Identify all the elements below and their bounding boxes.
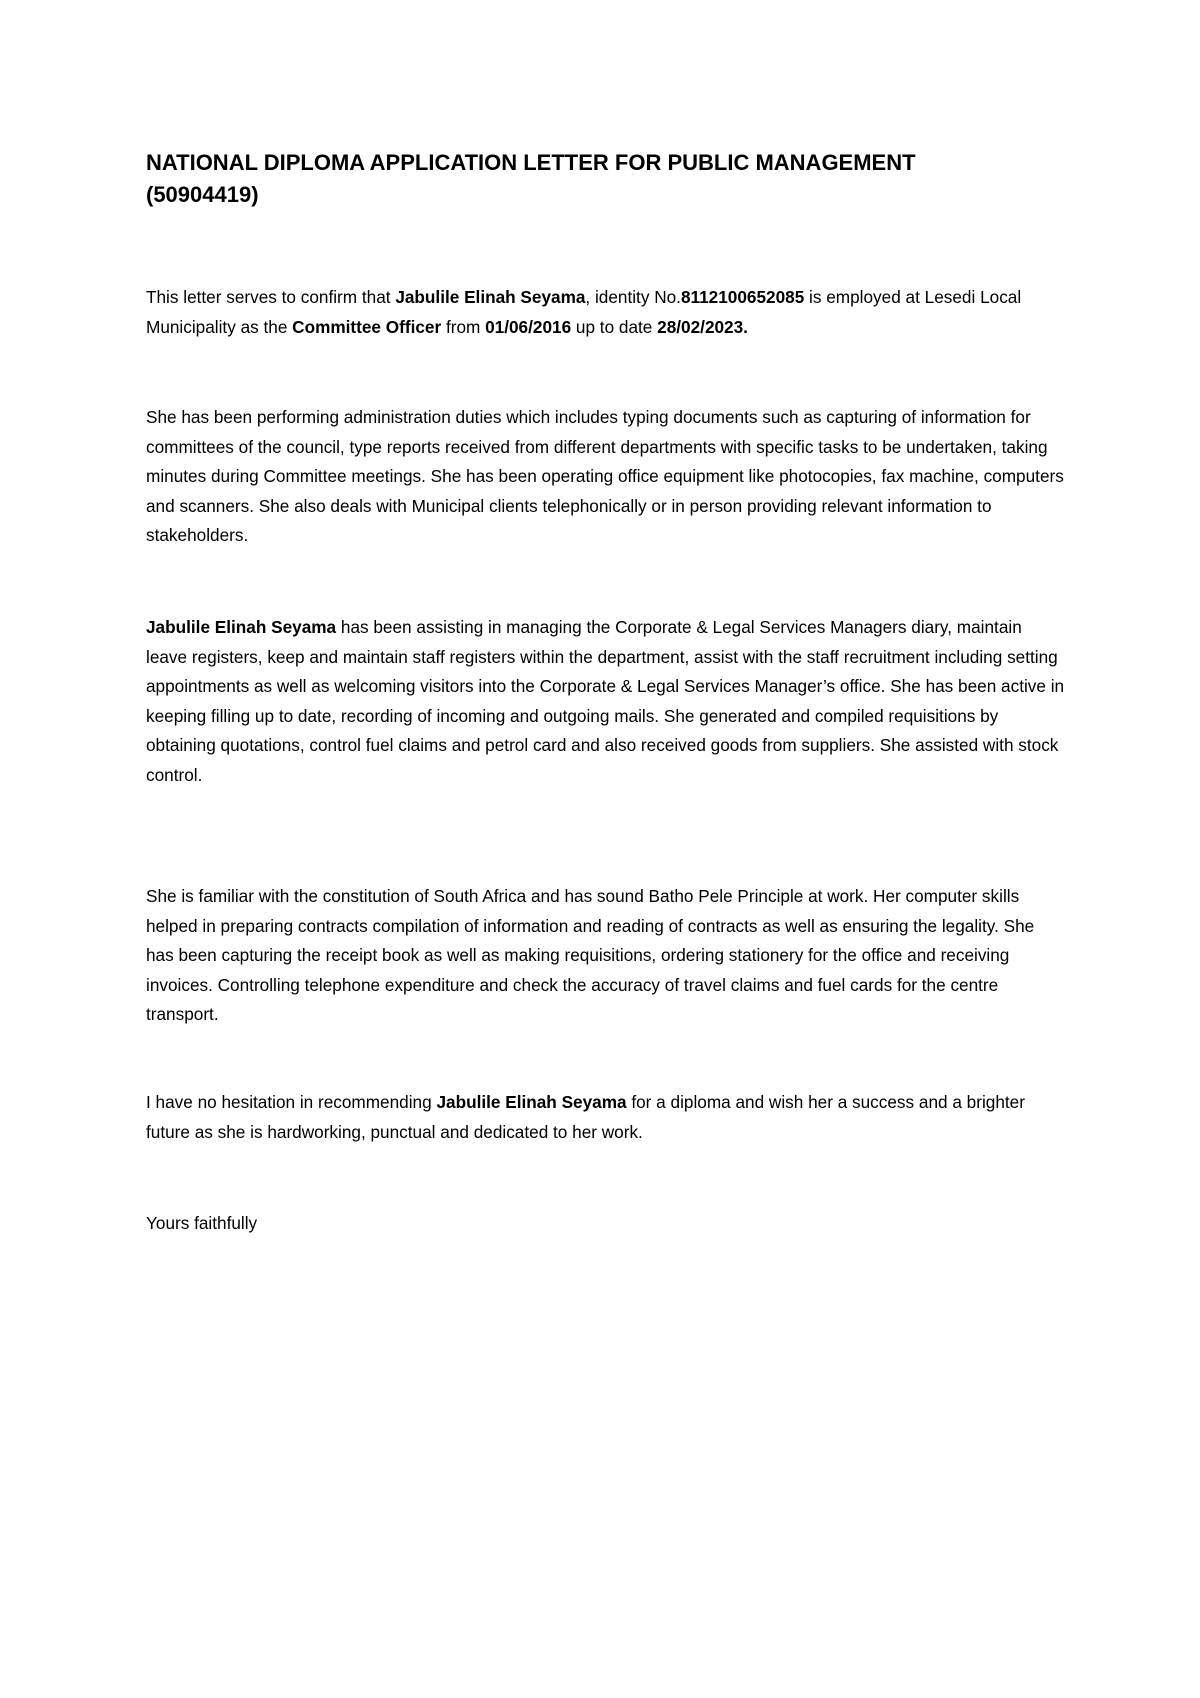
identity-number: 8112100652085 (680, 287, 805, 307)
para5-text-2: for a diploma and wish her a success and a brighter future as she is hardworking, punctual and dedicated to her work. (146, 1092, 1025, 1142)
para5-text-1: I have no hesitation in recommending (146, 1092, 437, 1112)
start-date: 01/06/2016 (485, 316, 572, 337)
job-position: Committee Officer (292, 316, 442, 337)
recommendation-paragraph (146, 1088, 1066, 1147)
para1-text-3: is employed at Lesedi Local Municipality as the (146, 287, 1022, 337)
para1-text-2: , identity No. (585, 287, 681, 307)
end-date: 28/02/2023. (657, 316, 748, 337)
assistance-paragraph (146, 613, 1066, 790)
duties-paragraph: She has been performing administration duties which includes typing documents such as capturing of information for committees of the council, type reports received from different departments with specific tasks to be undertaken, taking minutes during Committee meetings. She has been operating office equipment like photocopies, fax machine, computers and scanners. She also deals with Municipal clients telephonically or in person providing relevant information to stakeholders. (146, 407, 1064, 545)
para1-text-4: from (441, 316, 486, 337)
employee-name: Jabulile Elinah Seyama (436, 1092, 627, 1112)
closing-salutation: Yours faithfully (146, 1213, 258, 1233)
para1-text-1: This letter serves to confirm that (146, 287, 396, 307)
confirmation-paragraph (146, 283, 1066, 342)
title-line-2: (50904419) (146, 182, 259, 207)
employee-name: Jabulile Elinah Seyama (146, 617, 337, 637)
skills-paragraph: She is familiar with the constitution of South Africa and has sound Batho Pele Principle at work. Her computer skills helped in preparing contracts compilation of information and reading of contracts as well as ensuring the legality. She has been capturing the receipt book as well as making requisitions, ordering stationery for the office and receiving invoices. Controlling telephone expenditure and check the accuracy of travel claims and fuel cards for the centre transport. (146, 886, 1035, 1024)
employee-name: Jabulile Elinah Seyama (395, 287, 586, 307)
para3-text: has been assisting in managing the Corporate & Legal Services Managers diary, maintain leave registers, keep and maintain staff registers within the department, assist with the staff recruitment including setting appointments as well as welcoming visitors into the Corporate & Legal Services Manager’s office. She has been active in keeping filling up to date, recording of incoming and outgoing mails. She generated and compiled requisitions by obtaining quotations, control fuel claims and petrol card and also received goods from suppliers. She assisted with stock control. (146, 617, 1065, 785)
para1-text-5: up to date (571, 316, 658, 337)
letter-title (146, 147, 1046, 211)
title-line-1: NATIONAL DIPLOMA APPLICATION LETTER FOR PUBLIC MANAGEMENT (146, 150, 916, 175)
